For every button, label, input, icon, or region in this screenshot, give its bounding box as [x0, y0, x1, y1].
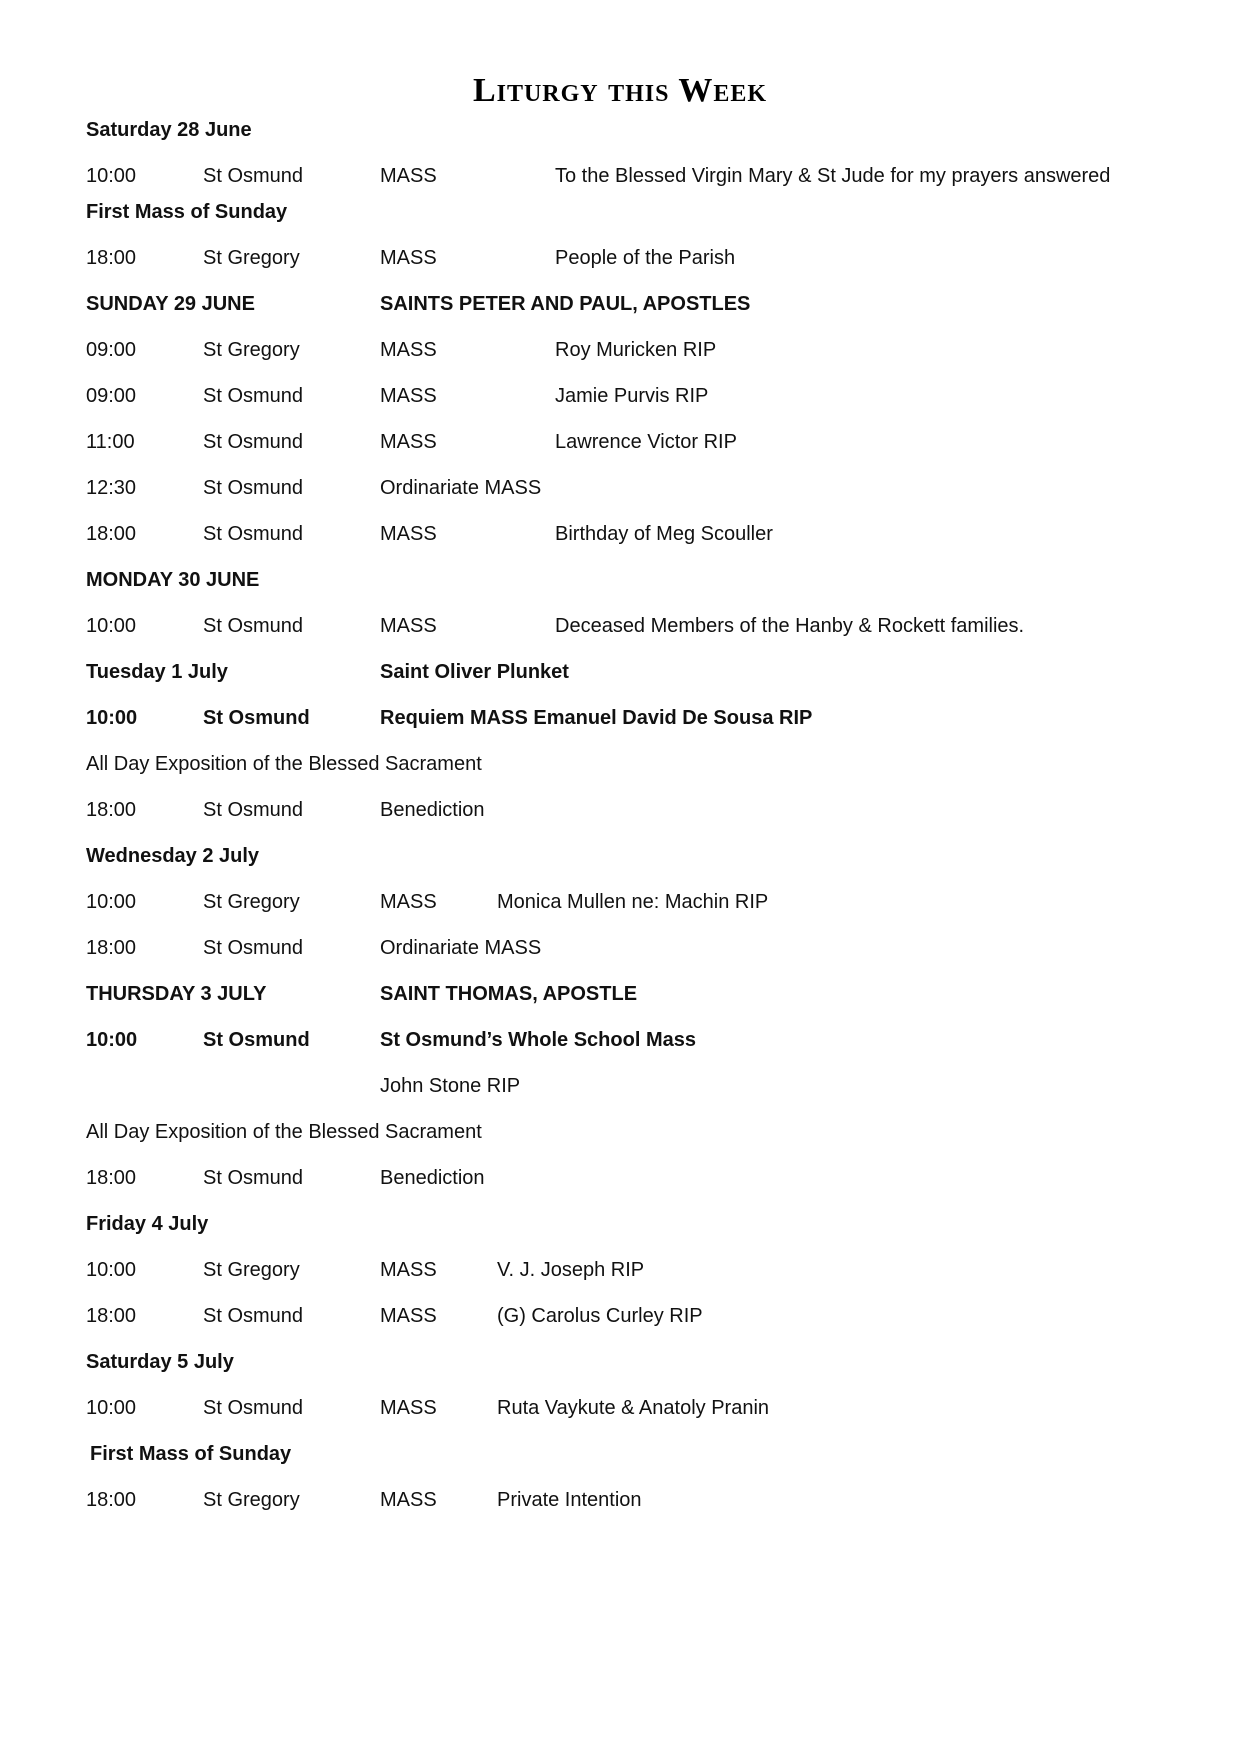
- mass-row: [0, 520, 1240, 548]
- day-heading: [0, 566, 1240, 594]
- mass-intention: V. J. Joseph RIP: [497, 1259, 645, 1281]
- mass-time: 18:00: [86, 937, 137, 959]
- mass-time: 09:00: [86, 339, 137, 361]
- mass-intention: People of the Parish: [555, 247, 736, 269]
- mass-church: St Osmund: [203, 1397, 304, 1419]
- mass-type: MASS: [380, 1305, 437, 1327]
- mass-church: St Osmund: [203, 799, 304, 821]
- mass-row: [0, 428, 1240, 456]
- mass-church: St Osmund: [203, 1305, 304, 1327]
- mass-church: St Osmund: [203, 431, 304, 453]
- exposition-label: All Day Exposition of the Blessed Sacrament: [86, 1121, 482, 1143]
- mass-intention: Roy Muricken RIP: [555, 339, 717, 361]
- mass-type: MASS: [380, 523, 437, 545]
- mass-time: 18:00: [86, 1305, 137, 1327]
- day-label: MONDAY 30 JUNE: [86, 569, 260, 591]
- day-label: First Mass of Sunday: [86, 201, 288, 223]
- mass-time: 18:00: [86, 523, 137, 545]
- mass-type: MASS: [380, 165, 437, 187]
- mass-row: [0, 1256, 1240, 1284]
- day-label: Wednesday 2 July: [86, 845, 260, 867]
- day-heading: [0, 290, 1240, 318]
- mass-time: 18:00: [86, 1489, 137, 1511]
- day-heading: [0, 980, 1240, 1008]
- mass-intention: Monica Mullen ne: Machin RIP: [497, 891, 769, 913]
- mass-type: MASS: [380, 247, 437, 269]
- mass-time: 11:00: [86, 431, 135, 453]
- mass-type: Benediction: [380, 1167, 485, 1189]
- mass-intention: Ruta Vaykute & Anatoly Pranin: [497, 1397, 770, 1419]
- mass-time: 18:00: [86, 1167, 137, 1189]
- mass-church: St Osmund: [203, 165, 304, 187]
- mass-church: St Osmund: [203, 937, 304, 959]
- mass-type: MASS: [380, 1397, 437, 1419]
- mass-intention: (G) Carolus Curley RIP: [497, 1305, 703, 1327]
- day-label: Saturday 5 July: [86, 1351, 234, 1373]
- day-heading: [0, 842, 1240, 870]
- mass-church: St Gregory: [203, 339, 300, 361]
- mass-row: [0, 474, 1240, 502]
- exposition-label: All Day Exposition of the Blessed Sacrament: [86, 753, 482, 775]
- mass-type: MASS: [380, 431, 437, 453]
- mass-intention: John Stone RIP: [380, 1075, 521, 1097]
- mass-type: St Osmund’s Whole School Mass: [380, 1029, 696, 1051]
- mass-row: [0, 382, 1240, 410]
- mass-time: 10:00: [86, 1029, 138, 1051]
- mass-church: St Gregory: [203, 891, 300, 913]
- mass-intention: Lawrence Victor RIP: [555, 431, 737, 453]
- mass-type: MASS: [380, 1489, 437, 1511]
- mass-time: 09:00: [86, 385, 137, 407]
- mass-church: St Osmund: [203, 707, 310, 729]
- day-label: SUNDAY 29 JUNE: [86, 293, 255, 315]
- mass-row: [0, 1486, 1240, 1514]
- feast-label: SAINTS PETER AND PAUL, APOSTLES: [380, 293, 751, 315]
- day-label: Saturday 28 June: [86, 119, 252, 141]
- mass-church: St Gregory: [203, 1489, 300, 1511]
- mass-row: [0, 336, 1240, 364]
- mass-row: [0, 934, 1240, 962]
- mass-church: St Gregory: [203, 247, 300, 269]
- mass-time: 10:00: [86, 707, 138, 729]
- day-heading: [0, 198, 1240, 226]
- mass-row: [0, 704, 1240, 732]
- mass-type: Ordinariate MASS: [380, 477, 542, 499]
- mass-row: [0, 162, 1240, 190]
- mass-time: 10:00: [86, 165, 137, 187]
- mass-church: St Osmund: [203, 385, 304, 407]
- mass-time: 12:30: [86, 477, 137, 499]
- day-heading: [0, 658, 1240, 686]
- mass-intention: Jamie Purvis RIP: [555, 385, 709, 407]
- exposition-row: [0, 1118, 1240, 1146]
- mass-church: St Osmund: [203, 615, 304, 637]
- mass-row: [0, 1164, 1240, 1192]
- mass-type: Benediction: [380, 799, 485, 821]
- mass-time: 18:00: [86, 799, 137, 821]
- mass-church: St Osmund: [203, 477, 304, 499]
- mass-time: 10:00: [86, 615, 137, 637]
- mass-intention: Private Intention: [497, 1489, 642, 1511]
- mass-intention: Deceased Members of the Hanby & Rockett families.: [555, 615, 1025, 637]
- mass-type: Requiem MASS Emanuel David De Sousa RIP: [380, 707, 813, 729]
- mass-type: MASS: [380, 615, 437, 637]
- mass-time: 10:00: [86, 1397, 137, 1419]
- mass-church: St Gregory: [203, 1259, 300, 1281]
- mass-row: [0, 1302, 1240, 1330]
- mass-row-continued: [0, 1072, 1240, 1100]
- feast-label: SAINT THOMAS, APOSTLE: [380, 983, 638, 1005]
- mass-church: St Osmund: [203, 523, 304, 545]
- mass-row: [0, 888, 1240, 916]
- mass-row: [0, 796, 1240, 824]
- mass-row: [0, 244, 1240, 272]
- day-label: Friday 4 July: [86, 1213, 209, 1235]
- mass-row: [0, 1394, 1240, 1422]
- feast-label: Saint Oliver Plunket: [380, 661, 569, 683]
- mass-row: [0, 1026, 1240, 1054]
- day-heading: [0, 116, 1240, 144]
- mass-time: 18:00: [86, 247, 137, 269]
- exposition-row: [0, 750, 1240, 778]
- mass-time: 10:00: [86, 891, 137, 913]
- day-label: THURSDAY 3 JULY: [86, 983, 267, 1005]
- day-heading: [0, 1348, 1240, 1376]
- mass-intention: Birthday of Meg Scouller: [555, 523, 773, 545]
- page-title: Liturgy this Week: [472, 72, 768, 109]
- mass-intention: To the Blessed Virgin Mary & St Jude for my prayers answered: [555, 165, 1111, 187]
- mass-church: St Osmund: [203, 1167, 304, 1189]
- mass-type: MASS: [380, 1259, 437, 1281]
- mass-type: MASS: [380, 891, 437, 913]
- day-heading: [0, 1210, 1240, 1238]
- day-heading: [0, 1440, 1240, 1468]
- day-label: First Mass of Sunday: [90, 1443, 292, 1465]
- mass-type: MASS: [380, 385, 437, 407]
- mass-type: Ordinariate MASS: [380, 937, 542, 959]
- mass-type: MASS: [380, 339, 437, 361]
- mass-row: [0, 612, 1240, 640]
- mass-time: 10:00: [86, 1259, 137, 1281]
- mass-church: St Osmund: [203, 1029, 310, 1051]
- day-label: Tuesday 1 July: [86, 661, 228, 683]
